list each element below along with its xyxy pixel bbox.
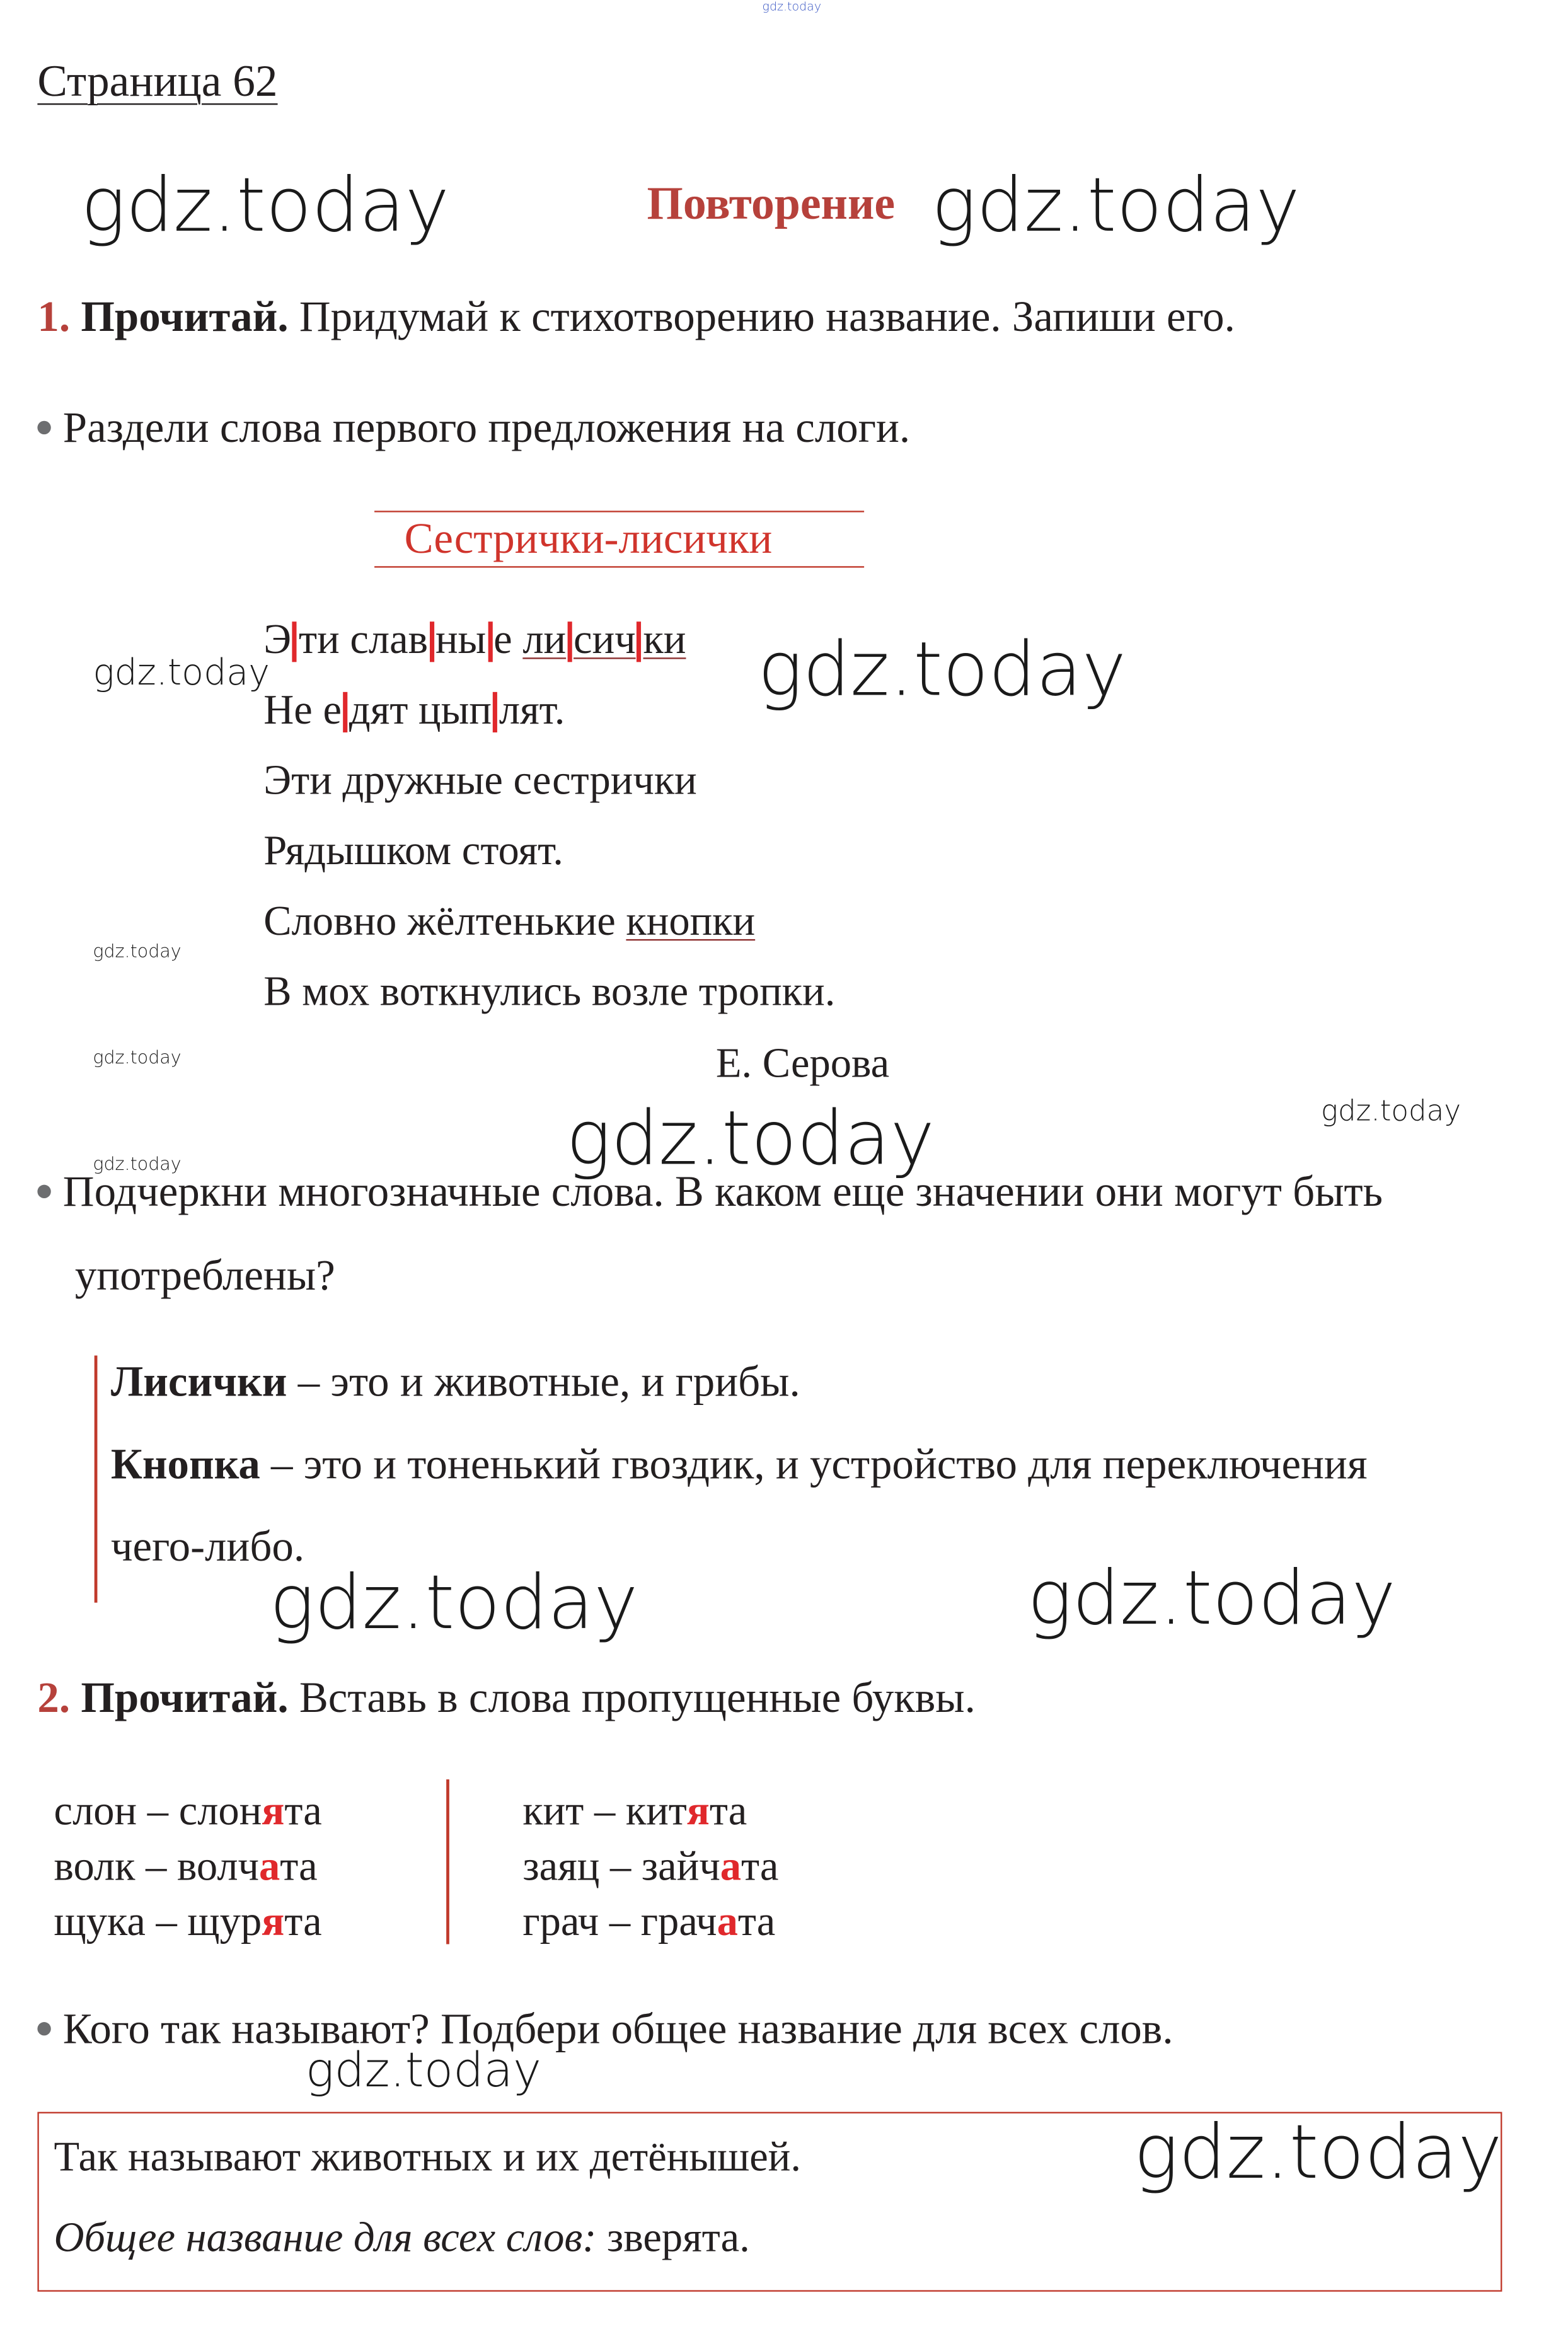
answer-left-bar (95, 1356, 98, 1603)
syllable: Не е (263, 687, 342, 734)
word-text: та (284, 1899, 322, 1946)
answer-label: Общее название для всех слов: (54, 2215, 597, 2262)
bullet-icon (37, 421, 50, 434)
answer-text: – это и тоненький гвоздик, и устройство для переключения (260, 1441, 1368, 1489)
watermark: gdz.today (81, 161, 450, 249)
word-text: грач – грач (522, 1899, 717, 1946)
word-text: та (284, 1788, 322, 1835)
word-row (522, 1839, 778, 1895)
word-row (522, 1784, 778, 1839)
word-row (54, 1839, 322, 1895)
watermark-top: gdz.today (762, 0, 822, 14)
word-column-right (522, 1784, 778, 1950)
word-text: та (280, 1844, 318, 1890)
syllable: лят. (499, 687, 565, 734)
word-text: та (709, 1788, 747, 1835)
underlined-word-knopki: кнопки (626, 898, 756, 945)
word-column-divider (446, 1779, 449, 1944)
poem-line-3: Эти дружные сестрички (263, 758, 697, 805)
inserted-letter: я (262, 1788, 285, 1835)
watermark: gdz.today (305, 2041, 541, 2099)
watermark: gdz.today (93, 940, 182, 962)
syllable: ти слав (299, 617, 429, 664)
bullet-icon (37, 1185, 50, 1198)
inserted-letter: а (720, 1844, 742, 1890)
syllable-separator (343, 692, 347, 732)
task1-bullet1 (37, 405, 910, 454)
syllable-separator (293, 621, 297, 662)
answer-word-lisichki: Лисички (110, 1358, 287, 1407)
task2-number: 2. (37, 1674, 71, 1723)
answer-value: зверята. (596, 2215, 750, 2262)
syllable: сич (574, 617, 636, 664)
syllable: дят цып (349, 687, 492, 734)
page-header: Страница 62 (37, 57, 278, 107)
poem-line-2 (263, 688, 565, 736)
syllable: е (493, 617, 512, 664)
section-title: Повторение (647, 176, 896, 229)
title-line-top (374, 511, 864, 512)
watermark: gdz.today (1027, 1554, 1396, 1642)
word-text: заяц – зайч (522, 1844, 720, 1890)
syllable-separator (488, 621, 492, 662)
task1-bullet2 (37, 1169, 1383, 1218)
syllable-separator (493, 692, 497, 732)
title-line-bottom (374, 566, 864, 567)
watermark: gdz.today (93, 1153, 182, 1175)
bullet-icon (37, 2022, 50, 2035)
answer-box-line-1: Так называют животных и их детёнышей. (54, 2134, 802, 2181)
word-text: волк – волч (54, 1844, 259, 1890)
bullet2-text: Подчеркни многозначные слова. В каком еще значении они могут быть (62, 1168, 1383, 1217)
syllable-separator (637, 621, 642, 662)
bullet1-text: Раздели слова первого предложения на слоги. (62, 404, 911, 453)
task2-bullet (37, 2006, 1173, 2055)
task2-title: Прочитай. (81, 1674, 289, 1723)
poem-text: Словно жёлтенькие (263, 898, 626, 945)
word-column-left (54, 1784, 322, 1950)
watermark: gdz.today (931, 161, 1300, 249)
task1-text: Придумай к стихотворению название. Запиши его. (299, 293, 1235, 342)
syllable-separator (429, 621, 434, 662)
word-row (54, 1784, 322, 1839)
poem-line-1 (263, 617, 686, 665)
task1-heading (37, 294, 1235, 343)
task2-text: Вставь в слова пропущенные буквы. (299, 1674, 976, 1723)
poem-line-6: В мох воткнулись возле тропки. (263, 969, 836, 1016)
answer-word-knopka: Кнопка (110, 1441, 260, 1489)
word-row (522, 1895, 778, 1950)
watermark: gdz.today (269, 1559, 638, 1646)
watermark: gdz.today (1320, 1095, 1461, 1128)
syllable: ки (643, 617, 686, 664)
answer-line-2 (111, 1441, 1368, 1490)
answer-line-3: чего-либо. (110, 1523, 305, 1571)
answer-line-1 (111, 1358, 800, 1407)
watermark: gdz.today (758, 626, 1127, 714)
task2-heading (37, 1675, 975, 1724)
poem-line-4: Рядышком стоят. (263, 828, 563, 875)
inserted-letter: а (258, 1844, 280, 1890)
watermark: gdz.today (93, 1047, 182, 1068)
underlined-word-lisichki (522, 617, 686, 664)
answer-text: – это и животные, и грибы. (287, 1358, 800, 1407)
poem-line-5 (263, 899, 755, 947)
task2-bullet-text: Кого так называют? Подбери общее название для всех слов. (62, 2005, 1173, 2054)
syllable-separator (568, 621, 572, 662)
word-text: та (737, 1899, 776, 1946)
watermark: gdz.today (1133, 2108, 1502, 2196)
word-text: слон – слон (54, 1788, 262, 1835)
task1-bullet2-cont: употреблены? (74, 1252, 335, 1300)
task1-number: 1. (37, 293, 71, 342)
syllable: Э (263, 617, 292, 664)
word-row (54, 1895, 322, 1950)
poem-author: Е. Серова (715, 1041, 890, 1088)
watermark: gdz.today (93, 651, 270, 694)
inserted-letter: а (717, 1899, 738, 1946)
poem-title: Сестрички-лисички (404, 515, 773, 563)
syllable: ны (435, 617, 487, 664)
syllable: ли (522, 617, 567, 664)
word-text: кит – кит (522, 1788, 687, 1835)
answer-box-line-2 (54, 2216, 750, 2263)
word-text: щука – щур (54, 1899, 262, 1946)
inserted-letter: я (262, 1899, 285, 1946)
watermark: gdz.today (566, 1095, 935, 1182)
inserted-letter: я (686, 1788, 710, 1835)
word-text: та (741, 1844, 779, 1890)
task1-title: Прочитай. (81, 293, 289, 342)
